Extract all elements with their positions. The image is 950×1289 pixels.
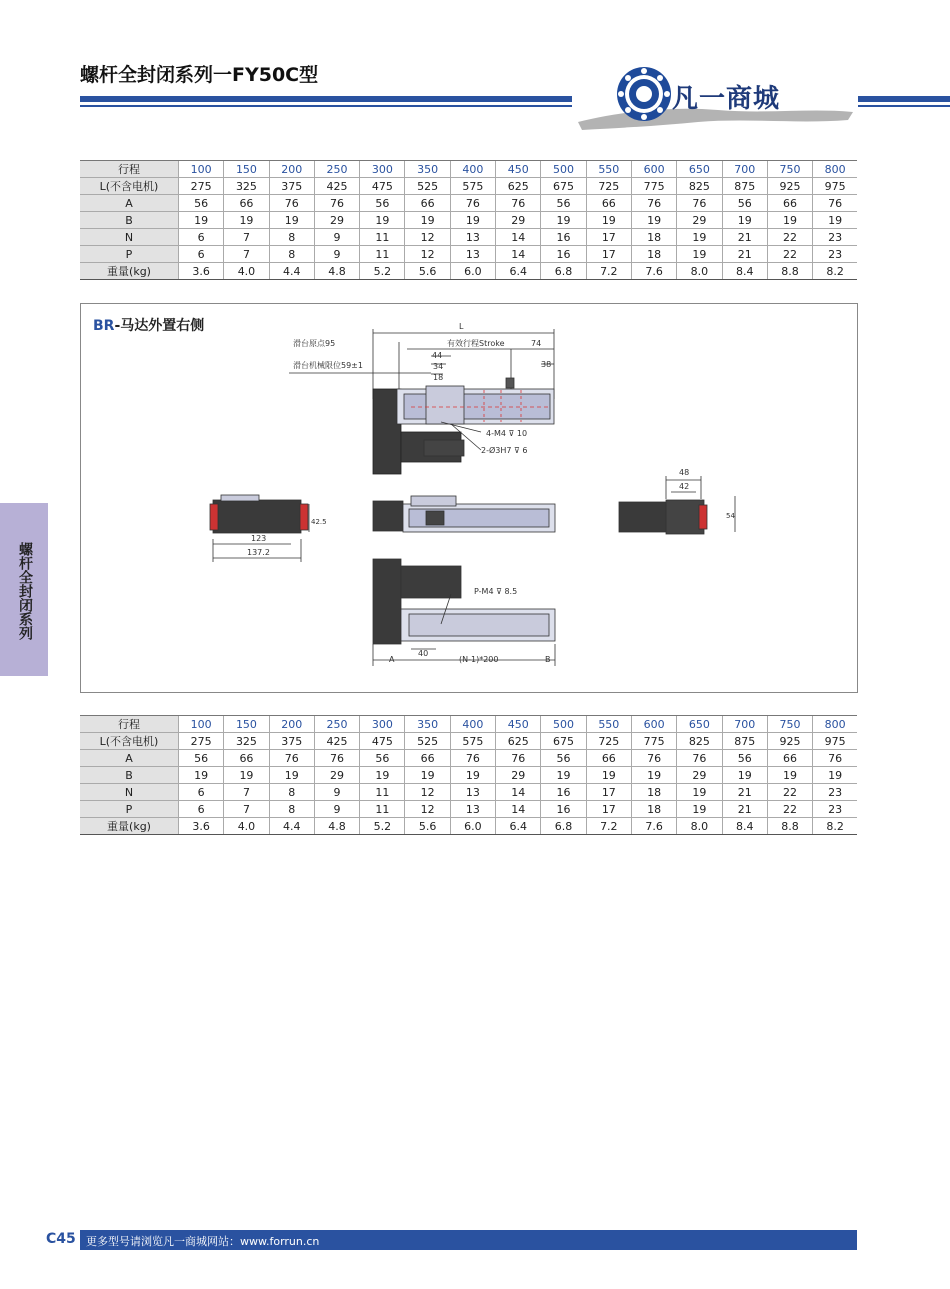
table-cell: 76 <box>269 750 314 767</box>
table-cell: 775 <box>631 178 676 195</box>
table-cell: 675 <box>541 733 586 750</box>
table-cell: 200 <box>269 716 314 733</box>
table-cell: 66 <box>586 750 631 767</box>
row-label: 重量(kg) <box>80 818 179 835</box>
table-cell: 300 <box>360 161 405 178</box>
table-cell: 17 <box>586 784 631 801</box>
table-cell: 800 <box>813 716 857 733</box>
table-cell: 9 <box>314 801 359 818</box>
right-end-view <box>619 476 735 534</box>
side-category-label: 螺杆全封闭系列 <box>17 541 33 640</box>
row-label: A <box>80 195 179 212</box>
dim-34: 34 <box>433 362 444 371</box>
table-cell: 4.4 <box>269 818 314 835</box>
table-cell: 56 <box>179 195 224 212</box>
table-cell: 575 <box>450 733 495 750</box>
dim-42-5: 42.5 <box>311 518 327 526</box>
table-cell: 4.8 <box>314 263 359 280</box>
table-row <box>80 733 857 750</box>
table-cell: 56 <box>179 750 224 767</box>
table-cell: 29 <box>677 212 722 229</box>
table-cell: 625 <box>496 178 541 195</box>
table-cell: 5.6 <box>405 263 450 280</box>
table-cell: 76 <box>450 195 495 212</box>
table-cell: 550 <box>586 716 631 733</box>
table-cell: 7.6 <box>631 818 676 835</box>
table-cell: 76 <box>677 195 722 212</box>
table-cell: 19 <box>179 767 224 784</box>
row-label: 行程 <box>80 161 179 178</box>
table-cell: 6.8 <box>541 818 586 835</box>
table-cell: 66 <box>224 750 269 767</box>
table-cell: 8.4 <box>722 263 767 280</box>
table-cell: 275 <box>179 178 224 195</box>
table-cell: 56 <box>541 750 586 767</box>
dim-137: 137.2 <box>247 548 270 557</box>
table-cell: 19 <box>813 767 857 784</box>
table-cell: 76 <box>631 750 676 767</box>
table-cell: 500 <box>541 161 586 178</box>
table-cell: 19 <box>677 229 722 246</box>
table-cell: 625 <box>496 733 541 750</box>
table-cell: 3.6 <box>179 818 224 835</box>
table-cell: 6.0 <box>450 818 495 835</box>
table-cell: 19 <box>677 784 722 801</box>
table-cell: 19 <box>541 767 586 784</box>
table-cell: 13 <box>450 229 495 246</box>
table-cell: 875 <box>722 733 767 750</box>
table-row <box>80 229 857 246</box>
table-cell: 19 <box>360 212 405 229</box>
table-cell: 375 <box>269 178 314 195</box>
table-cell: 76 <box>813 750 857 767</box>
table-row <box>80 716 857 733</box>
table-row <box>80 161 857 178</box>
drawing-title-prefix: BR <box>93 318 115 334</box>
table-cell: 7.2 <box>586 263 631 280</box>
table-cell: 325 <box>224 733 269 750</box>
table-cell: 19 <box>767 767 812 784</box>
table-cell: 16 <box>541 801 586 818</box>
table-cell: 76 <box>813 195 857 212</box>
table-row <box>80 801 857 818</box>
table-cell: 19 <box>405 767 450 784</box>
table-row <box>80 818 857 835</box>
table-cell: 19 <box>450 767 495 784</box>
table-cell: 5.2 <box>360 263 405 280</box>
table-cell: 11 <box>360 801 405 818</box>
table-cell: 29 <box>496 767 541 784</box>
table-cell: 11 <box>360 229 405 246</box>
table-cell: 150 <box>224 716 269 733</box>
table-cell: 8 <box>269 229 314 246</box>
table-cell: 8.2 <box>813 818 857 835</box>
table-cell: 76 <box>314 195 359 212</box>
dim-L: L <box>459 322 464 331</box>
table-cell: 300 <box>360 716 405 733</box>
table-cell: 550 <box>586 161 631 178</box>
table-cell: 56 <box>360 195 405 212</box>
table-cell: 8.2 <box>813 263 857 280</box>
table-cell: 19 <box>677 246 722 263</box>
dim-38: 38 <box>541 360 552 369</box>
table-cell: 66 <box>586 195 631 212</box>
technical-drawing <box>81 304 857 692</box>
table-cell: 100 <box>179 716 224 733</box>
table-cell: 13 <box>450 246 495 263</box>
bottom-view <box>373 559 555 666</box>
table-cell: 19 <box>722 212 767 229</box>
table-cell: 6 <box>179 246 224 263</box>
table-row <box>80 784 857 801</box>
spec-table-bottom <box>80 715 857 835</box>
table-cell: 22 <box>767 246 812 263</box>
table-cell: 750 <box>767 161 812 178</box>
table-cell: 9 <box>314 229 359 246</box>
table-cell: 8 <box>269 246 314 263</box>
table-cell: 76 <box>450 750 495 767</box>
table-cell: 400 <box>450 161 495 178</box>
table-cell: 800 <box>813 161 857 178</box>
table-cell: 5.2 <box>360 818 405 835</box>
table-cell: 200 <box>269 161 314 178</box>
dim-18: 18 <box>433 373 444 382</box>
table-cell: 56 <box>360 750 405 767</box>
table-row <box>80 246 857 263</box>
table-cell: 4.8 <box>314 818 359 835</box>
table-cell: 325 <box>224 178 269 195</box>
table-cell: 100 <box>179 161 224 178</box>
table-cell: 7 <box>224 801 269 818</box>
dim-stroke: 有效行程Stroke <box>447 339 505 348</box>
table-cell: 925 <box>767 178 812 195</box>
table-cell: 18 <box>631 229 676 246</box>
table-cell: 9 <box>314 784 359 801</box>
table-cell: 675 <box>541 178 586 195</box>
table-cell: 17 <box>586 246 631 263</box>
table-cell: 7 <box>224 784 269 801</box>
table-cell: 775 <box>631 733 676 750</box>
table-cell: 275 <box>179 733 224 750</box>
table-cell: 56 <box>541 195 586 212</box>
dim-42: 42 <box>679 482 690 491</box>
table-cell: 5.6 <box>405 818 450 835</box>
table-cell: 19 <box>450 212 495 229</box>
table-cell: 29 <box>496 212 541 229</box>
table-cell: 700 <box>722 716 767 733</box>
table-cell: 19 <box>631 767 676 784</box>
table-cell: 19 <box>269 212 314 229</box>
table-cell: 12 <box>405 229 450 246</box>
table-cell: 925 <box>767 733 812 750</box>
table-cell: 14 <box>496 246 541 263</box>
table-cell: 4.0 <box>224 818 269 835</box>
table-cell: 13 <box>450 801 495 818</box>
table-cell: 600 <box>631 161 676 178</box>
row-label: P <box>80 246 179 263</box>
table-cell: 875 <box>722 178 767 195</box>
dim-A: A <box>389 655 395 664</box>
table-cell: 7.6 <box>631 263 676 280</box>
table-cell: 250 <box>314 716 359 733</box>
table-cell: 975 <box>813 733 857 750</box>
table-cell: 19 <box>722 767 767 784</box>
table-cell: 6.4 <box>496 818 541 835</box>
table-cell: 425 <box>314 178 359 195</box>
dim-pin: 2-Ø3H7 ⊽ 6 <box>481 446 528 455</box>
table-cell: 14 <box>496 784 541 801</box>
table-row <box>80 195 857 212</box>
table-cell: 19 <box>179 212 224 229</box>
table-cell: 425 <box>314 733 359 750</box>
table-cell: 19 <box>405 212 450 229</box>
table-cell: 250 <box>314 161 359 178</box>
footer-text: 更多型号请浏览凡一商城网站：www.forrun.cn <box>86 1235 320 1248</box>
row-label: 重量(kg) <box>80 263 179 280</box>
table-cell: 575 <box>450 178 495 195</box>
drawing-panel <box>80 303 858 693</box>
table-cell: 21 <box>722 801 767 818</box>
table-cell: 11 <box>360 246 405 263</box>
spec-table-top <box>80 160 857 280</box>
row-label: 行程 <box>80 716 179 733</box>
row-label: L(不含电机) <box>80 178 179 195</box>
header-rule-left <box>80 96 572 102</box>
table-cell: 13 <box>450 784 495 801</box>
table-cell: 525 <box>405 733 450 750</box>
table-cell: 725 <box>586 178 631 195</box>
dim-pm4: P-M4 ⊽ 8.5 <box>474 587 518 596</box>
table-cell: 8.0 <box>677 263 722 280</box>
dim-44: 44 <box>432 351 443 360</box>
table-cell: 12 <box>405 784 450 801</box>
table-cell: 66 <box>767 195 812 212</box>
header-rule-right-thin <box>858 105 950 107</box>
table-cell: 825 <box>677 733 722 750</box>
table-cell: 76 <box>496 195 541 212</box>
table-cell: 450 <box>496 716 541 733</box>
table-cell: 29 <box>314 212 359 229</box>
table-cell: 19 <box>586 767 631 784</box>
table-cell: 750 <box>767 716 812 733</box>
table-cell: 66 <box>224 195 269 212</box>
table-cell: 23 <box>813 784 857 801</box>
table-cell: 700 <box>722 161 767 178</box>
dim-74: 74 <box>531 339 542 348</box>
table-cell: 500 <box>541 716 586 733</box>
table-cell: 23 <box>813 229 857 246</box>
table-cell: 66 <box>405 750 450 767</box>
table-cell: 19 <box>631 212 676 229</box>
table-cell: 6 <box>179 229 224 246</box>
table-cell: 7 <box>224 229 269 246</box>
table-cell: 4.0 <box>224 263 269 280</box>
table-cell: 350 <box>405 716 450 733</box>
table-cell: 375 <box>269 733 314 750</box>
table-cell: 650 <box>677 161 722 178</box>
footer-bar <box>80 1230 857 1250</box>
table-cell: 17 <box>586 801 631 818</box>
table-cell: 350 <box>405 161 450 178</box>
table-cell: 22 <box>767 801 812 818</box>
table-row <box>80 767 857 784</box>
table-row <box>80 178 857 195</box>
table-cell: 66 <box>767 750 812 767</box>
row-label: N <box>80 229 179 246</box>
dim-40: 40 <box>418 649 429 658</box>
table-cell: 6.0 <box>450 263 495 280</box>
dim-limit: 滑台机械限位59±1 <box>293 361 363 370</box>
table-row <box>80 263 857 280</box>
page-number: C45 <box>46 1231 76 1247</box>
header-rule-right <box>858 96 950 102</box>
table-cell: 18 <box>631 801 676 818</box>
table-cell: 8.4 <box>722 818 767 835</box>
table-cell: 16 <box>541 229 586 246</box>
table-cell: 56 <box>722 750 767 767</box>
table-cell: 6.4 <box>496 263 541 280</box>
table-cell: 56 <box>722 195 767 212</box>
dim-48: 48 <box>679 468 690 477</box>
table-cell: 7 <box>224 246 269 263</box>
table-cell: 12 <box>405 801 450 818</box>
table-cell: 18 <box>631 246 676 263</box>
dim-pitch: (N-1)*200 <box>459 655 499 664</box>
table-cell: 19 <box>224 212 269 229</box>
table-cell: 17 <box>586 229 631 246</box>
table-cell: 18 <box>631 784 676 801</box>
table-cell: 8 <box>269 784 314 801</box>
table-cell: 19 <box>224 767 269 784</box>
dim-123: 123 <box>251 534 267 543</box>
table-cell: 150 <box>224 161 269 178</box>
row-label: B <box>80 212 179 229</box>
table-cell: 16 <box>541 246 586 263</box>
table-cell: 12 <box>405 246 450 263</box>
table-cell: 19 <box>360 767 405 784</box>
table-cell: 725 <box>586 733 631 750</box>
table-cell: 14 <box>496 229 541 246</box>
table-cell: 16 <box>541 784 586 801</box>
table-row <box>80 212 857 229</box>
table-cell: 19 <box>586 212 631 229</box>
table-cell: 76 <box>496 750 541 767</box>
table-cell: 7.2 <box>586 818 631 835</box>
drawing-title-rest: -马达外置右侧 <box>114 318 205 334</box>
table-cell: 29 <box>677 767 722 784</box>
table-cell: 825 <box>677 178 722 195</box>
table-cell: 8 <box>269 801 314 818</box>
table-cell: 21 <box>722 784 767 801</box>
table-cell: 76 <box>631 195 676 212</box>
row-label: L(不含电机) <box>80 733 179 750</box>
table-cell: 8.8 <box>767 818 812 835</box>
brand-name: 凡一商城 <box>672 84 781 114</box>
table-cell: 76 <box>314 750 359 767</box>
table-cell: 19 <box>269 767 314 784</box>
table-cell: 23 <box>813 801 857 818</box>
row-label: A <box>80 750 179 767</box>
table-cell: 19 <box>767 212 812 229</box>
table-cell: 23 <box>813 246 857 263</box>
table-cell: 29 <box>314 767 359 784</box>
table-cell: 6 <box>179 784 224 801</box>
page-title: 螺杆全封闭系列一FY50C型 <box>80 64 319 86</box>
table-cell: 19 <box>677 801 722 818</box>
dim-origin: 滑台原点95 <box>293 339 336 348</box>
table-cell: 14 <box>496 801 541 818</box>
table-row <box>80 750 857 767</box>
side-view <box>373 496 555 532</box>
table-cell: 6.8 <box>541 263 586 280</box>
row-label: P <box>80 801 179 818</box>
table-cell: 22 <box>767 229 812 246</box>
table-cell: 975 <box>813 178 857 195</box>
table-cell: 11 <box>360 784 405 801</box>
table-cell: 600 <box>631 716 676 733</box>
table-cell: 22 <box>767 784 812 801</box>
table-cell: 525 <box>405 178 450 195</box>
dim-54: 54 <box>726 512 735 520</box>
table-cell: 76 <box>269 195 314 212</box>
table-cell: 8.0 <box>677 818 722 835</box>
table-cell: 650 <box>677 716 722 733</box>
header-rule-left-thin <box>80 105 572 107</box>
table-cell: 76 <box>677 750 722 767</box>
dim-B: B <box>545 655 551 664</box>
table-cell: 21 <box>722 229 767 246</box>
row-label: B <box>80 767 179 784</box>
table-cell: 475 <box>360 178 405 195</box>
table-cell: 19 <box>541 212 586 229</box>
table-cell: 450 <box>496 161 541 178</box>
row-label: N <box>80 784 179 801</box>
table-cell: 8.8 <box>767 263 812 280</box>
table-cell: 400 <box>450 716 495 733</box>
dim-m4: 4-M4 ⊽ 10 <box>486 429 528 438</box>
table-cell: 475 <box>360 733 405 750</box>
table-cell: 6 <box>179 801 224 818</box>
table-cell: 3.6 <box>179 263 224 280</box>
table-cell: 21 <box>722 246 767 263</box>
table-cell: 9 <box>314 246 359 263</box>
table-cell: 66 <box>405 195 450 212</box>
table-cell: 19 <box>813 212 857 229</box>
table-cell: 4.4 <box>269 263 314 280</box>
